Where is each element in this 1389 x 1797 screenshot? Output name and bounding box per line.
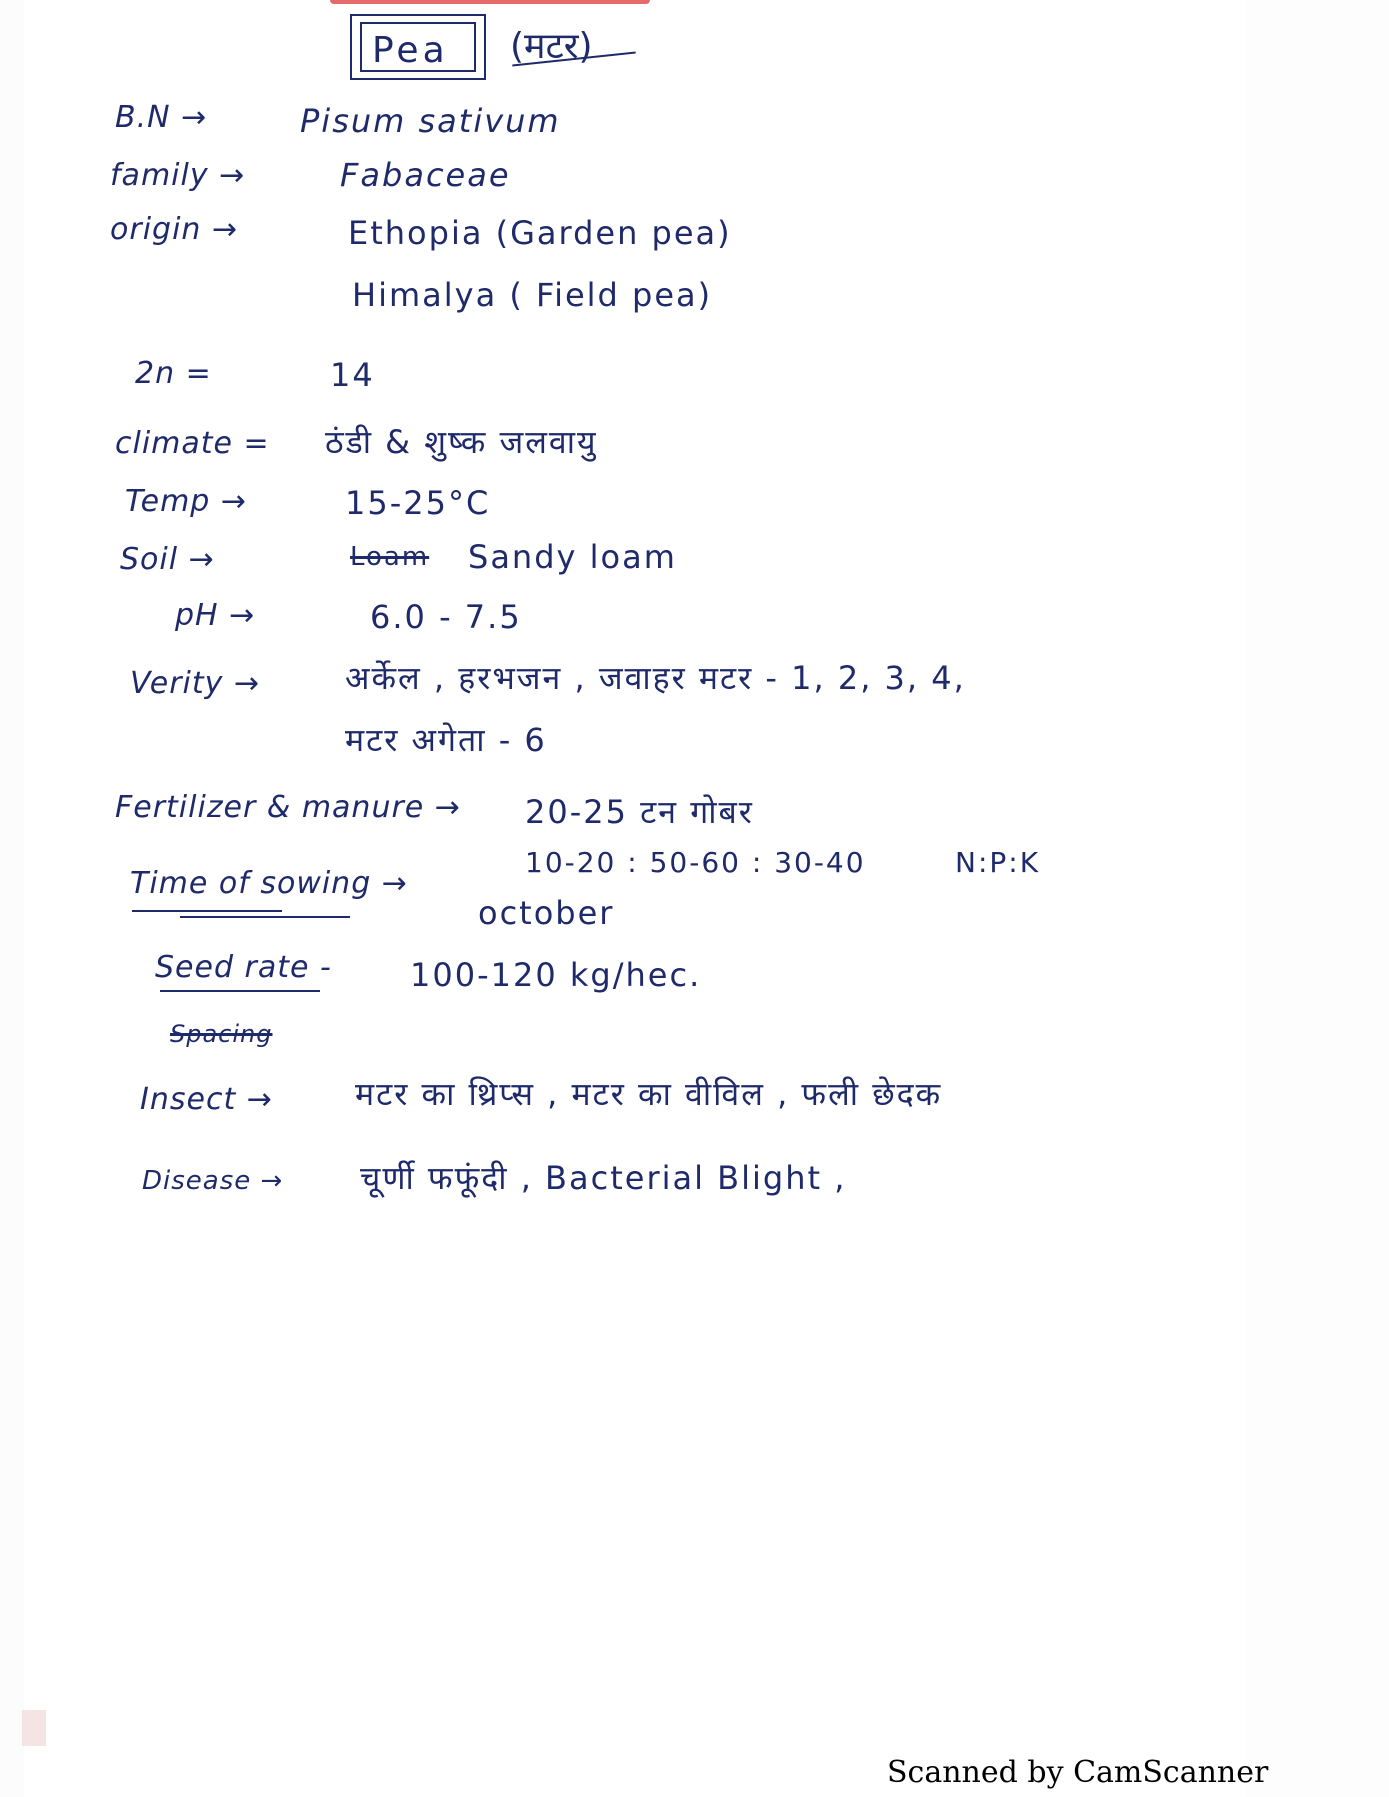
sowing-label-underline-2 — [180, 916, 350, 918]
disease-label: Disease → — [142, 1166, 284, 1196]
npk-label: N:P:K — [955, 846, 1041, 879]
sowing-label: Time of sowing → — [130, 866, 408, 901]
soil-struck-value: Loam — [350, 542, 430, 572]
sowing-label-underline — [132, 910, 282, 912]
family-label: family → — [110, 158, 246, 193]
chromosome-label: 2n = — [135, 356, 212, 391]
disease-value: चूर्णी फफूंदी , Bacterial Blight , — [360, 1159, 847, 1197]
seed-rate-underline — [160, 990, 320, 992]
title-hindi: (मटर) — [510, 26, 593, 67]
temp-value: 15-25°C — [345, 484, 491, 522]
ph-label: pH → — [175, 598, 256, 633]
origin-label: origin → — [110, 212, 239, 247]
page-right-margin — [1245, 0, 1389, 1797]
bn-label: B.N → — [115, 100, 208, 135]
fertilizer-label: Fertilizer & manure → — [115, 790, 461, 825]
struck-word: Spacing — [170, 1020, 273, 1048]
insect-label: Insect → — [140, 1082, 273, 1117]
top-edge-mark — [330, 0, 650, 4]
title-box — [350, 14, 486, 80]
temp-label: Temp → — [125, 484, 248, 519]
chromosome-value: 14 — [330, 356, 375, 394]
seed-rate-value: 100-120 kg/hec. — [410, 956, 702, 994]
bn-value: Pisum sativum — [300, 102, 561, 140]
page-left-edge — [0, 0, 24, 1797]
sowing-value: october — [478, 894, 615, 932]
soil-label: Soil → — [120, 542, 215, 577]
climate-value: ठंडी & शुष्क जलवायु — [325, 423, 598, 461]
npk-ratio: 10-20 : 50-60 : 30-40 — [525, 846, 866, 879]
seed-rate-label: Seed rate - — [155, 950, 332, 985]
ph-value: 6.0 - 7.5 — [370, 598, 522, 636]
family-value: Fabaceae — [340, 156, 511, 194]
origin-value-1: Ethopia (Garden pea) — [348, 214, 732, 252]
variety-value-1: अर्केल , हरभजन , जवाहर मटर - 1, 2, 3, 4, — [345, 659, 966, 697]
variety-value-2: मटर अगेता - 6 — [345, 721, 547, 759]
corner-stain — [22, 1710, 46, 1746]
title-box-inner — [360, 22, 476, 72]
climate-label: climate = — [115, 426, 270, 461]
insect-value: मटर का थ्रिप्स , मटर का वीविल , फली छेदक — [355, 1075, 943, 1113]
title-english: Pea — [372, 30, 449, 71]
scanner-watermark: Scanned by CamScanner — [887, 1755, 1269, 1790]
variety-label: Verity → — [130, 666, 261, 701]
origin-value-2: Himalya ( Field pea) — [352, 276, 713, 314]
soil-value: Sandy loam — [468, 538, 677, 576]
fertilizer-value: 20-25 टन गोबर — [525, 793, 754, 831]
